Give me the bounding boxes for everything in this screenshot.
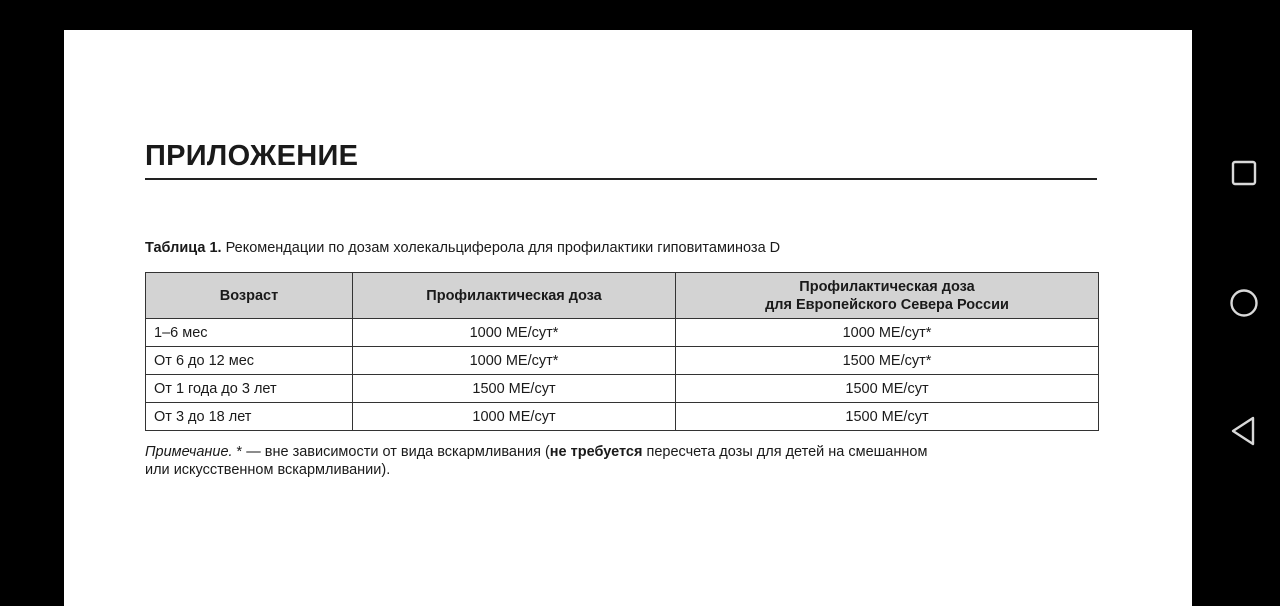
table-row — [146, 319, 1099, 347]
note-label: Примечание. — [145, 444, 233, 460]
table-caption-label: Таблица 1. — [145, 240, 222, 256]
cell-age: От 1 года до 3 лет — [146, 375, 353, 403]
circle-home-icon — [1228, 287, 1260, 319]
home-button[interactable] — [1224, 283, 1264, 323]
cell-age: От 3 до 18 лет — [146, 403, 353, 431]
page-title: ПРИЛОЖЕНИЕ — [145, 140, 359, 172]
note-text-part1: * — вне зависимости от вида вскармливания ( — [232, 444, 550, 460]
table-row — [146, 403, 1099, 431]
header-dose: Профилактическая доза — [353, 273, 676, 319]
note-text-line2: или искусственном вскармливании). — [145, 462, 391, 478]
cell-dose: 1500 МЕ/сут — [353, 375, 676, 403]
triangle-back-icon — [1229, 415, 1259, 447]
cell-dose: 1000 МЕ/сут* — [353, 319, 676, 347]
cell-dose: 1000 МЕ/сут* — [353, 347, 676, 375]
header-north-line2: для Европейского Севера России — [765, 296, 1009, 313]
cell-dose: 1000 МЕ/сут — [353, 403, 676, 431]
dose-table — [145, 272, 1099, 431]
title-divider — [145, 178, 1097, 180]
table-header-row — [146, 273, 1099, 319]
note-text-part2: пересчета дозы для детей на смешанном — [642, 444, 928, 460]
header-north-line1: Профилактическая доза — [799, 278, 975, 295]
table-row — [146, 347, 1099, 375]
cell-north-dose: 1500 МЕ/сут — [676, 403, 1099, 431]
table-caption-text: Рекомендации по дозам холекальциферола для профилактики гиповитаминоза D — [221, 240, 781, 256]
header-north-dose — [676, 273, 1099, 319]
table-row — [146, 375, 1099, 403]
cell-north-dose: 1000 МЕ/сут* — [676, 319, 1099, 347]
table-note — [145, 443, 1045, 479]
navigation-bar — [1192, 0, 1280, 606]
table-caption — [145, 240, 780, 256]
cell-north-dose: 1500 МЕ/сут — [676, 375, 1099, 403]
recents-button[interactable] — [1224, 153, 1264, 193]
back-button[interactable] — [1224, 411, 1264, 451]
cell-age: От 6 до 12 мес — [146, 347, 353, 375]
note-emphasis: не требуется — [549, 444, 643, 460]
header-age: Возраст — [146, 273, 353, 319]
cell-age: 1–6 мес — [146, 319, 353, 347]
cell-north-dose: 1500 МЕ/сут* — [676, 347, 1099, 375]
square-recents-icon — [1230, 159, 1258, 187]
document-page — [64, 30, 1192, 606]
